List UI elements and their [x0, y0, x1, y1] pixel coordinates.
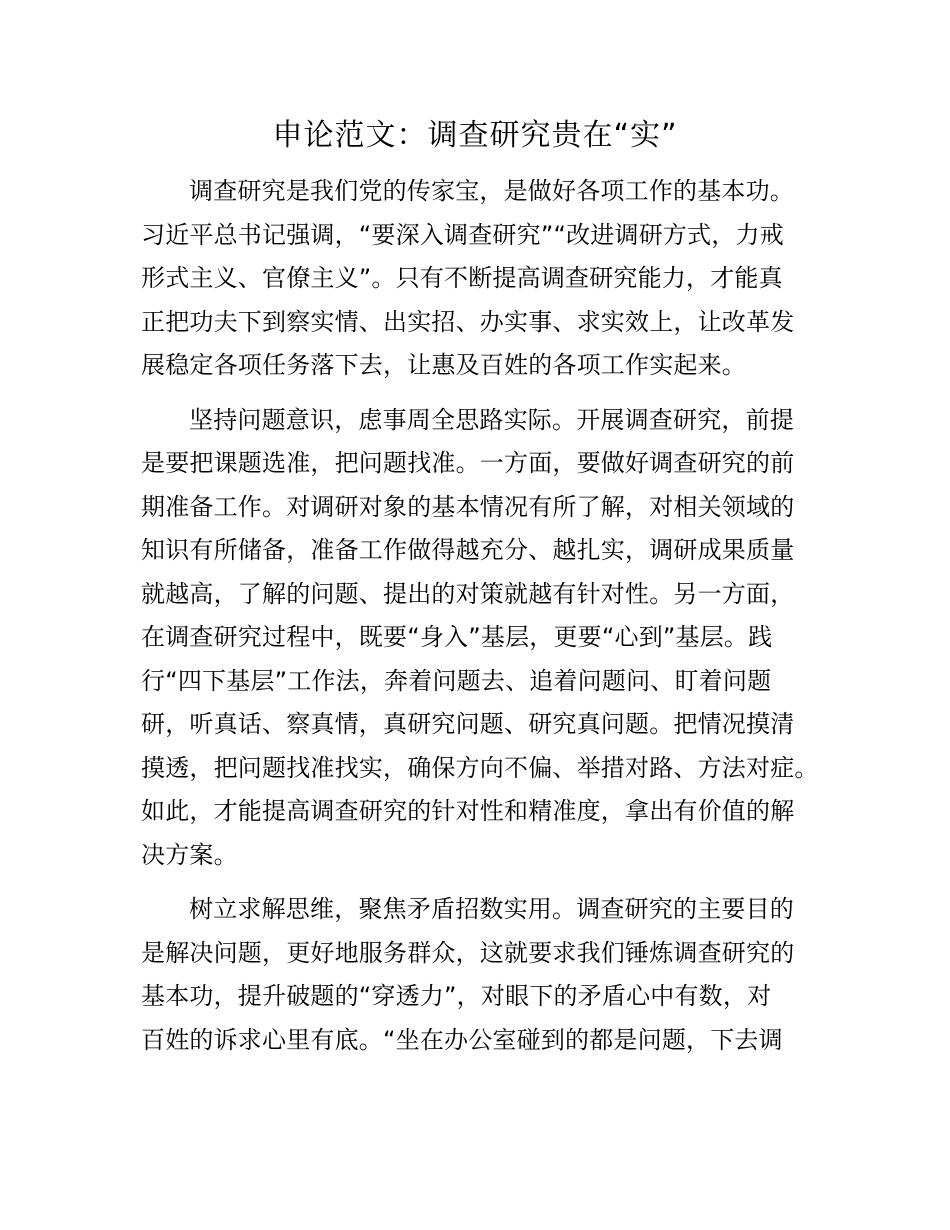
paragraph-line: 展稳定各项任务落下去，让惠及百姓的各项工作实起来。: [141, 351, 746, 379]
paragraph-line: 如此，才能提高调查研究的针对性和精准度，拿出有价值的解: [141, 797, 795, 825]
paragraph-line: 决方案。: [141, 840, 238, 869]
paragraph-line: 摸透，把问题找准找实，确保方向不偏、举措对路、方法对症。: [141, 753, 819, 782]
paragraph-line: 习近平总书记强调，“要深入调查研究”“改进调研方式，力戒: [141, 220, 784, 249]
paragraph-line: 期准备工作。对调研对象的基本情况有所了解，对相关领域的: [141, 492, 795, 521]
paragraph-line: 就越高，了解的问题、提出的对策就越有针对性。另一方面，: [141, 579, 795, 608]
paragraph-line: 正把功夫下到察实情、出实招、办实事、求实效上，让改革发: [141, 307, 795, 336]
paragraph-line: 坚持问题意识，虑事周全思路实际。开展调查研究，前提: [189, 405, 794, 434]
paragraph-line: 是解决问题，更好地服务群众，这就要求我们锤炼调查研究的: [141, 938, 795, 967]
paragraph-line: 研，听真话、察真情，真研究问题、研究真问题。把情况摸清: [141, 710, 795, 738]
paragraph-2: [141, 399, 841, 878]
paragraph-line: 是要把课题选准，把问题找准。一方面，要做好调查研究的前: [141, 449, 795, 477]
paragraph-line: 在调查研究过程中，既要“身入”基层，更要“心到”基层。践: [141, 623, 773, 651]
paragraph-line: 百姓的诉求心里有底。“坐在办公室碰到的都是问题，下去调: [141, 1025, 783, 1054]
paragraph-line: 行“四下基层”工作法，奔着问题去、追着问题问、盯着问题: [141, 666, 772, 695]
paragraph-line: 基本功，提升破题的“穿透力”，对眼下的矛盾心中有数，对: [141, 982, 772, 1010]
paragraph-line: 树立求解思维，聚焦矛盾招数实用。调查研究的主要目的: [189, 895, 794, 923]
paragraph-line: 形式主义、官僚主义”。只有不断提高调查研究能力，才能真: [141, 264, 783, 292]
paragraph-line: 知识有所储备，准备工作做得越充分、越扎实，调研成果质量: [141, 536, 795, 564]
document-title: 申论范文：调查研究贵在“实”: [272, 118, 678, 153]
paragraph-1: [141, 170, 841, 388]
paragraph-3: [141, 888, 841, 1062]
document-body: [141, 170, 841, 1062]
paragraph-line: 调查研究是我们党的传家宝，是做好各项工作的基本功。: [189, 177, 794, 205]
